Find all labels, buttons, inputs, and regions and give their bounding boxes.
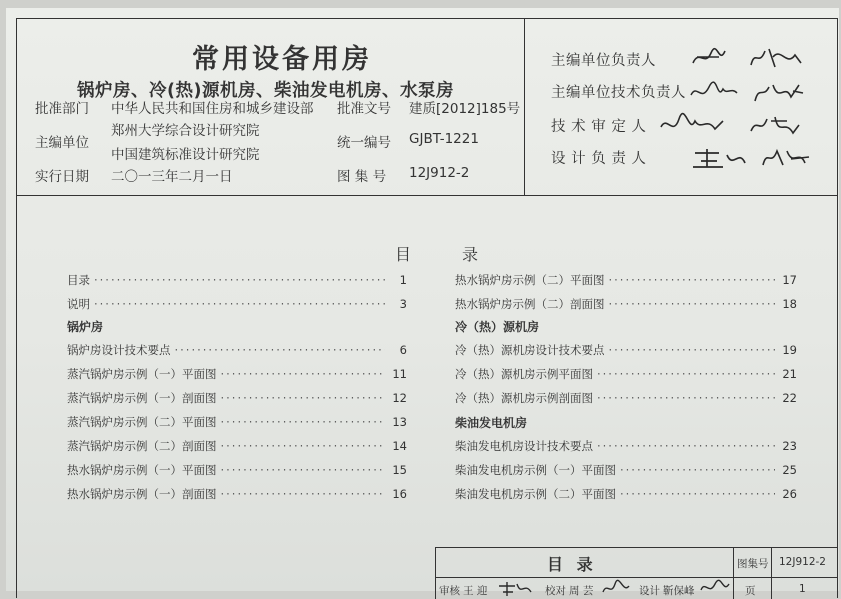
toc-entry-label: 柴油发电机房示例（一）平面图	[455, 463, 616, 477]
leader-dots	[620, 463, 775, 477]
toc-entry-label: 蒸汽锅炉房示例（一）平面图	[67, 367, 217, 381]
title-block-atlas-no-label: 图集号	[737, 558, 769, 570]
toc-entry-label: 热水锅炉房示例（一）平面图	[67, 463, 217, 477]
toc-entry[interactable]	[67, 342, 407, 358]
toc-entry-page: 6	[399, 343, 407, 357]
toc-entry-label: 说明	[67, 297, 90, 311]
header-divider	[17, 195, 837, 196]
toc-entry-page: 25	[782, 463, 797, 477]
toc-entry[interactable]	[455, 486, 797, 502]
leader-dots	[609, 297, 776, 311]
effective-date-label: 实行日期	[35, 169, 89, 185]
toc-entry[interactable]	[455, 438, 797, 454]
leader-dots	[175, 343, 386, 357]
title-block-top-border	[435, 547, 837, 548]
main-title: 常用设备用房	[192, 44, 372, 75]
signature-tech-chief	[689, 77, 809, 107]
title-block-page-value: 1	[799, 583, 806, 595]
toc-entry-label: 蒸汽锅炉房示例（二）平面图	[67, 415, 217, 429]
title-block-left-border	[435, 547, 436, 599]
toc-entry-page: 11	[392, 367, 407, 381]
toc-entry-label: 热水锅炉房示例（二）剖面图	[455, 297, 605, 311]
toc-entry-label: 蒸汽锅炉房示例（二）剖面图	[67, 439, 217, 453]
title-block-design-name: 靳保峰	[663, 585, 695, 597]
toc-entry-page: 21	[782, 367, 797, 381]
signature-tech-review	[657, 111, 807, 141]
toc-entry-page: 19	[782, 343, 797, 357]
toc-section-cold-heat-source-room: 冷（热）源机房	[455, 320, 540, 334]
toc-entry[interactable]	[67, 366, 407, 382]
effective-date-value: 二〇一三年二月一日	[111, 169, 233, 185]
title-block-check-name: 周 芸	[569, 585, 594, 597]
toc-entry[interactable]	[455, 342, 797, 358]
toc-entry-page: 18	[782, 297, 797, 311]
leader-dots	[597, 367, 775, 381]
toc-entry-label: 热水锅炉房示例（二）平面图	[455, 273, 605, 287]
title-block-review-name: 王 迎	[463, 585, 488, 597]
toc-entry[interactable]	[455, 296, 797, 312]
toc-section-diesel-generator-room: 柴油发电机房	[455, 416, 528, 430]
toc-entry[interactable]	[455, 390, 797, 406]
signature-design	[699, 578, 733, 598]
unified-no-value: GJBT-1221	[409, 131, 479, 147]
resp-label-tech-chief: 主编单位技术负责人	[551, 85, 686, 101]
approval-dept-value: 中华人民共和国住房和城乡建设部	[111, 101, 314, 117]
editor-unit-value-1: 郑州大学综合设计研究院	[111, 123, 260, 139]
leader-dots	[94, 297, 385, 311]
leader-dots	[221, 367, 386, 381]
leader-dots	[597, 391, 775, 405]
toc-title-right: 录	[462, 245, 479, 264]
resp-label-tech-review: 技 术 审 定 人	[551, 119, 647, 135]
signature-chief-unit	[689, 43, 809, 73]
title-block-review-label: 审核	[439, 585, 460, 597]
toc-entry-label: 冷（热）源机房设计技术要点	[455, 343, 605, 357]
toc-entry-label: 冷（热）源机房示例平面图	[455, 367, 593, 381]
drawing-frame	[16, 18, 838, 598]
approval-dept-label: 批准部门	[35, 101, 89, 117]
toc-entry-page: 3	[399, 297, 407, 311]
title-block-divider-1	[733, 547, 734, 599]
leader-dots	[620, 487, 775, 501]
leader-dots	[221, 487, 386, 501]
toc-entry-page: 23	[782, 439, 797, 453]
toc-entry-label: 热水锅炉房示例（一）剖面图	[67, 487, 217, 501]
signature-review	[497, 578, 537, 598]
approval-doc-value: 建质[2012]185号	[409, 101, 521, 117]
toc-entry-label: 柴油发电机房示例（二）平面图	[455, 487, 616, 501]
toc-title-left: 目	[395, 245, 412, 264]
leader-dots	[221, 439, 386, 453]
toc-entry-page: 12	[392, 391, 407, 405]
editor-unit-value-2: 中国建筑标准设计研究院	[111, 147, 260, 163]
leader-dots	[94, 273, 385, 287]
leader-dots	[221, 463, 386, 477]
toc-entry-page: 22	[782, 391, 797, 405]
leader-dots	[609, 343, 776, 357]
title-block-divider-2	[771, 547, 772, 599]
toc-entry-label: 柴油发电机房设计技术要点	[455, 439, 593, 453]
toc-entry-page: 15	[392, 463, 407, 477]
leader-dots	[597, 439, 775, 453]
title-block-page-label: 页	[745, 585, 756, 597]
approval-doc-label: 批准文号	[337, 101, 391, 117]
toc-entry[interactable]	[455, 366, 797, 382]
subtitle: 锅炉房、冷(热)源机房、柴油发电机房、水泵房	[77, 81, 454, 101]
toc-entry[interactable]	[67, 390, 407, 406]
header-vertical-divider	[524, 19, 525, 195]
title-block-sheet-title: 目 录	[547, 555, 597, 574]
toc-entry-label: 蒸汽锅炉房示例（一）剖面图	[67, 391, 217, 405]
signature-check	[601, 578, 635, 598]
resp-label-chief-unit: 主编单位负责人	[551, 53, 656, 69]
toc-entry-page: 1	[399, 273, 407, 287]
signature-design-lead	[689, 143, 819, 173]
leader-dots	[221, 391, 386, 405]
unified-no-label: 统一编号	[337, 135, 391, 151]
title-block-middle-border	[435, 577, 837, 578]
toc-entry-page: 13	[392, 415, 407, 429]
toc-entry[interactable]	[67, 438, 407, 454]
toc-section-boiler-room: 锅炉房	[67, 320, 104, 334]
title-block-check-label: 校对	[545, 585, 566, 597]
toc-entry[interactable]	[67, 486, 407, 502]
atlas-no-label: 图 集 号	[337, 169, 387, 185]
title-block-design-label: 设计	[639, 585, 660, 597]
toc-entry[interactable]	[67, 272, 407, 288]
toc-entry-label: 冷（热）源机房示例剖面图	[455, 391, 593, 405]
toc-entry[interactable]	[455, 272, 797, 288]
toc-entry-label: 锅炉房设计技术要点	[67, 343, 171, 357]
toc-entry[interactable]	[67, 414, 407, 430]
editor-unit-label: 主编单位	[35, 135, 89, 151]
atlas-no-value: 12J912-2	[409, 165, 470, 181]
toc-entry-label: 目录	[67, 273, 90, 287]
drawing-sheet	[6, 8, 839, 597]
leader-dots	[221, 415, 386, 429]
resp-label-design-lead: 设 计 负 责 人	[551, 151, 647, 167]
toc-entry-page: 26	[782, 487, 797, 501]
toc-entry[interactable]	[455, 462, 797, 478]
toc-entry[interactable]	[67, 462, 407, 478]
leader-dots	[609, 273, 776, 287]
toc-entry[interactable]	[67, 296, 407, 312]
toc-entry-page: 14	[392, 439, 407, 453]
toc-entry-page: 16	[392, 487, 407, 501]
toc-entry-page: 17	[782, 273, 797, 287]
title-block-atlas-no-value: 12J912-2	[779, 556, 826, 568]
